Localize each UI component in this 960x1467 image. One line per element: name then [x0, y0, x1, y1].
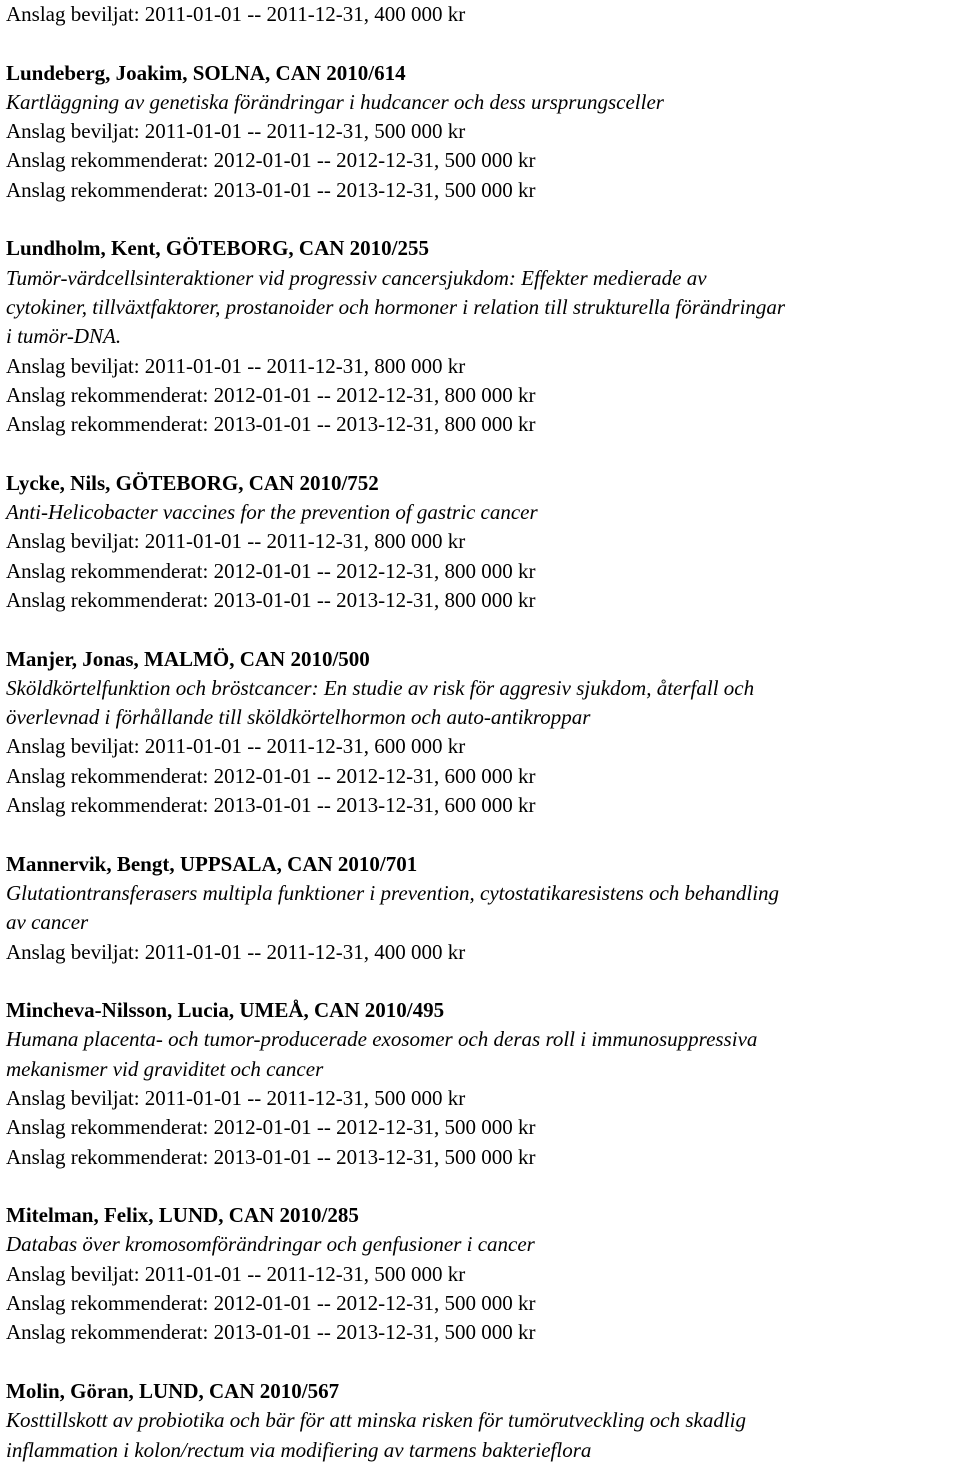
- grant-entry: [6, 645, 954, 821]
- grant-line: Anslag rekommenderat: 2013-01-01 -- 2013-12-31, 500 000 kr: [6, 177, 536, 202]
- entry-heading: Lundholm, Kent, GÖTEBORG, CAN 2010/255: [6, 236, 429, 261]
- grant-line: Anslag rekommenderat: 2012-01-01 -- 2012-12-31, 500 000 kr: [6, 148, 536, 173]
- project-title-line: i tumör-DNA.: [6, 324, 122, 349]
- project-title-line: Tumör-värdcellsinteraktioner vid progressiv cancersjukdom: Effekter medierade av: [6, 265, 707, 290]
- grant-line: Anslag rekommenderat: 2013-01-01 -- 2013-12-31, 600 000 kr: [6, 793, 536, 818]
- grant-entry: [6, 1201, 954, 1347]
- project-title-line: Sköldkörtelfunktion och bröstcancer: En studie av risk för aggresiv sjukdom, återfall och: [6, 675, 755, 700]
- grant-line: Anslag beviljat: 2011-01-01 -- 2011-12-31, 500 000 kr: [6, 1085, 466, 1110]
- grant-line: Anslag rekommenderat: 2012-01-01 -- 2012-12-31, 800 000 kr: [6, 382, 536, 407]
- grant-line: Anslag beviljat: 2011-01-01 -- 2011-12-31, 600 000 kr: [6, 734, 466, 759]
- grant-entry: [6, 1377, 954, 1465]
- grant-line: Anslag rekommenderat: 2013-01-01 -- 2013-12-31, 500 000 kr: [6, 1144, 536, 1169]
- grant-entry: [6, 469, 954, 615]
- grant-line: Anslag rekommenderat: 2013-01-01 -- 2013-12-31, 800 000 kr: [6, 412, 536, 437]
- grant-entry: [6, 850, 954, 967]
- grant-line: Anslag rekommenderat: 2012-01-01 -- 2012-12-31, 500 000 kr: [6, 1115, 536, 1140]
- project-title-line: cytokiner, tillväxtfaktorer, prostanoider och hormoner i relation till strukturella förändringar: [6, 294, 786, 319]
- project-title-line: Kosttillskott av probiotika och bär för att minska risken för tumörutveckling och skadlig: [6, 1408, 746, 1433]
- entry-heading: Mincheva-Nilsson, Lucia, UMEÅ, CAN 2010/495: [6, 998, 445, 1023]
- project-title-line: Databas över kromosomförändringar och genfusioner i cancer: [6, 1232, 535, 1257]
- grant-line: Anslag beviljat: 2011-01-01 -- 2011-12-31, 800 000 kr: [6, 353, 466, 378]
- grant-entry: [6, 59, 954, 205]
- grant-entries-list: [6, 59, 954, 1465]
- grant-line: Anslag rekommenderat: 2013-01-01 -- 2013-12-31, 800 000 kr: [6, 587, 536, 612]
- grant-line: Anslag rekommenderat: 2012-01-01 -- 2012-12-31, 600 000 kr: [6, 763, 536, 788]
- project-title-line: Glutationtransferasers multipla funktioner i prevention, cytostatikaresistens och behandling: [6, 880, 780, 905]
- entry-heading: Manjer, Jonas, MALMÖ, CAN 2010/500: [6, 646, 370, 671]
- grant-line: Anslag beviljat: 2011-01-01 -- 2011-12-31, 400 000 kr: [6, 939, 466, 964]
- grant-line: Anslag rekommenderat: 2012-01-01 -- 2012-12-31, 800 000 kr: [6, 558, 536, 583]
- project-title-line: Anti-Helicobacter vaccines for the prevention of gastric cancer: [6, 500, 538, 525]
- project-title-line: inflammation i kolon/rectum via modifiering av tarmens bakterieflora: [6, 1437, 592, 1462]
- project-title-line: överlevnad i förhållande till sköldkörtelhormon och auto-antikroppar: [6, 705, 591, 730]
- grant-line: Anslag rekommenderat: 2012-01-01 -- 2012-12-31, 500 000 kr: [6, 1291, 536, 1316]
- project-title-line: Humana placenta- och tumor-producerade exosomer och deras roll i immunosuppressiva: [6, 1027, 758, 1052]
- project-title-line: mekanismer vid graviditet och cancer: [6, 1056, 324, 1081]
- grant-line: Anslag beviljat: 2011-01-01 -- 2011-12-31, 500 000 kr: [6, 1261, 466, 1286]
- project-title-line: av cancer: [6, 910, 89, 935]
- project-title-line: Kartläggning av genetiska förändringar i hudcancer och dess ursprungsceller: [6, 89, 664, 114]
- grant-entry: [6, 996, 954, 1172]
- entry-heading: Molin, Göran, LUND, CAN 2010/567: [6, 1378, 340, 1403]
- grant-line: Anslag beviljat: 2011-01-01 -- 2011-12-31, 500 000 kr: [6, 119, 466, 144]
- grant-line: Anslag beviljat: 2011-01-01 -- 2011-12-31, 800 000 kr: [6, 529, 466, 554]
- entry-heading: Lycke, Nils, GÖTEBORG, CAN 2010/752: [6, 470, 379, 495]
- previous-entry-tail: [6, 0, 954, 29]
- entry-heading: Lundeberg, Joakim, SOLNA, CAN 2010/614: [6, 60, 406, 85]
- entry-heading: Mitelman, Felix, LUND, CAN 2010/285: [6, 1203, 359, 1228]
- grant-line: Anslag beviljat: 2011-01-01 -- 2011-12-31, 400 000 kr: [6, 2, 466, 26]
- grant-entry: [6, 234, 954, 439]
- grant-line: Anslag rekommenderat: 2013-01-01 -- 2013-12-31, 500 000 kr: [6, 1320, 536, 1345]
- entry-heading: Mannervik, Bengt, UPPSALA, CAN 2010/701: [6, 851, 418, 876]
